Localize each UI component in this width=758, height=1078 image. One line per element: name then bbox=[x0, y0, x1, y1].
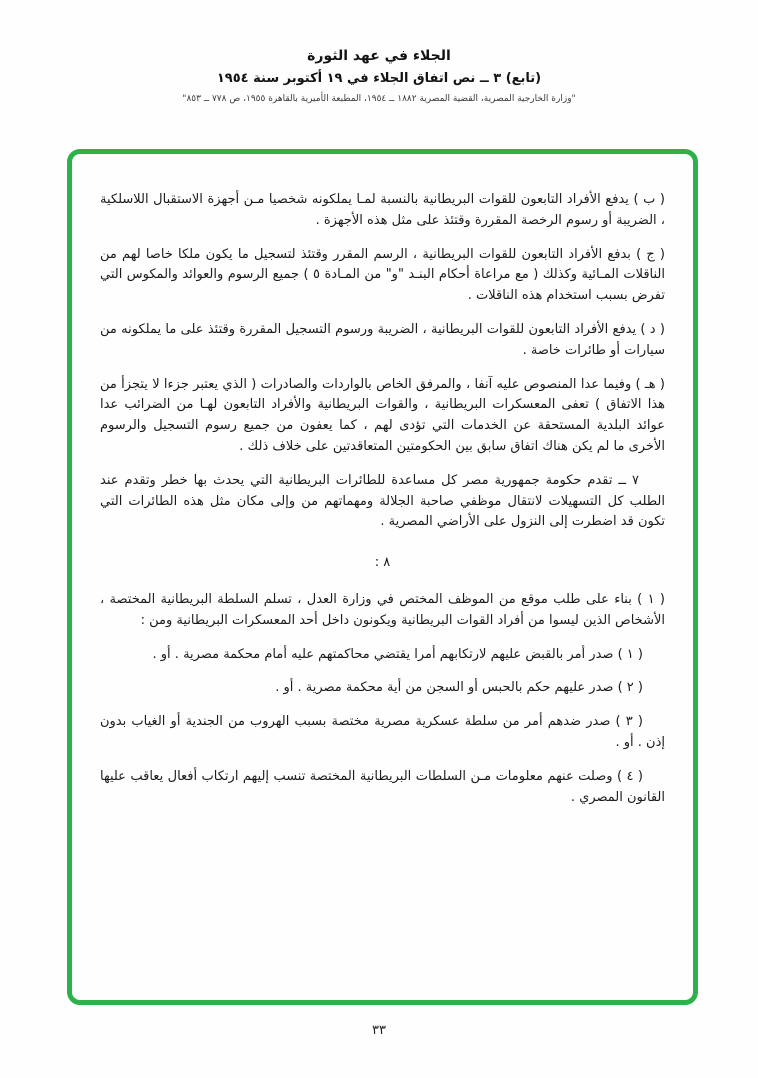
paragraph-marker: ٧ ــ bbox=[612, 472, 639, 488]
document-title: الجلاء في عهد الثورة bbox=[307, 48, 451, 64]
paragraph-text: ٨ : bbox=[374, 555, 391, 571]
paragraph-text: يدفع الأفراد التابعون للقوات البريطانية بالنسبة لمـا يملكونه شخصيا مـن أجهزة الاستقبال اللاسلكية ، الضريبة أو رسوم الرخصة المقررة وقتئذ على مثل هذه الأجهزة . bbox=[100, 192, 665, 228]
paragraph bbox=[100, 767, 665, 809]
document-source-citation: "وزارة الخارجية المصرية، القضية المصرية ١٨٨٢ ــ ١٩٥٤، المطبعة الأميرية بالقاهرة ١٩٥٥، ص ٧٧٨ ــ ٨٥٣" bbox=[182, 94, 576, 104]
paragraph-text: يدفع الأفراد التابعون للقوات البريطانية ، الضريبة ورسوم التسجيل المقررة وقتئذ على ما يملكونه من سيارات أو طائرات خاصة . bbox=[100, 321, 665, 358]
paragraph-text: صدر عليهم حكم بالحبس أو السجن من أية محكمة مصرية . أو . bbox=[275, 680, 614, 696]
paragraph bbox=[100, 712, 665, 754]
paragraph bbox=[100, 190, 665, 232]
paragraph bbox=[100, 471, 665, 533]
paragraph-marker: ( ١ ) bbox=[631, 591, 665, 607]
document-header bbox=[0, 0, 758, 104]
paragraph-text: صدر أمر بالقبض عليهم لارتكابهم أمرا يقتضي محاكمتهم عليه أمام محكمة مصرية . أو . bbox=[152, 646, 614, 662]
green-border-frame bbox=[67, 149, 698, 1005]
paragraph-text: بناء على طلب موقع من الموظف المختص في وزارة العدل ، تسلم السلطة البريطانية المختصة ، الأشخاص الذين ليسوا من أفراد القوات البريطانية ويكونون داخل أحد المعسكرات البريطانية ومن : bbox=[100, 591, 665, 628]
paragraph bbox=[100, 678, 665, 699]
paragraph-text: وصلت عنهم معلومات مـن السلطات البريطانية المختصة تنسب إليهم ارتكاب أفعال يعاقب عليها القانون المصري . bbox=[100, 768, 665, 805]
paragraph-text: صدر ضدهم أمر من سلطة عسكرية مصرية مختصة بسبب الهروب من الجندية أو الغياب بدون إذن . أو . bbox=[100, 714, 665, 750]
body-text-block bbox=[100, 190, 665, 808]
paragraph bbox=[100, 553, 665, 574]
paragraph bbox=[100, 590, 665, 632]
paragraph-marker: ( ٢ ) bbox=[613, 680, 643, 696]
paragraph bbox=[100, 375, 665, 458]
paragraph-text: وفيما عدا المنصوص عليه آنفا ، والمرفق الخاص بالواردات والصادرات ( الذي يعتبر جزءا لا يتجزأ من هذا الاتفاق ) تعفى المعسكرات البريطانية ، والقوات البريطانية والأفراد التابعون لهـا من الضرائب عدا عوائد البلدية المستحقة عن الخدمات التي تؤدى لهم ، كما يعفون من جميع رسوم التسجيل والرسوم الأخرى ما لم يكن هناك اتفاق سابق بين الحكومتين المتعاقدتين على خلاف ذلك . bbox=[100, 376, 665, 454]
paragraph bbox=[100, 320, 665, 362]
paragraph-text: بدفع الأفراد التابعون للقوات البريطانية ، الرسم المقرر وقتئذ لتسجيل ما يكون ملكا خاصا لهم من الناقلات المـائية وكذلك ( مع مراعاة أحكام البنـد "و" من المـادة ٥ ) جميع الرسوم والعوائد والمكوس التي تفرض بسبب استخدام هذه الناقلات . bbox=[100, 246, 666, 304]
paragraph-marker: ( ٣ ) bbox=[610, 714, 643, 730]
paragraph-marker: ( ٤ ) bbox=[612, 768, 643, 784]
paragraph bbox=[100, 245, 665, 307]
paragraph-text: تقدم حكومة جمهورية مصر كل مساعدة للطائرات البريطانية التي يحدث بها خطر وتقدم عند الطلب كل التسهيلات لانتقال موظفي صاحبة الجلالة ومهماتهم من وإلى مكان مثل هذه الطائرات التي تكون قد اضطرت إلى النزول على الأراضي المصرية . bbox=[100, 472, 665, 530]
paragraph bbox=[100, 645, 665, 666]
paragraph-marker: ( ١ ) bbox=[613, 646, 643, 662]
paragraph-marker: ( ب ) bbox=[628, 192, 665, 207]
document-subtitle: (تابع) ٣ ــ نص اتفاق الجلاء في ١٩ أكتوبر سنة ١٩٥٤ bbox=[216, 71, 542, 86]
page-number: ٣٣ bbox=[372, 1023, 386, 1038]
paragraph-marker: ( د ) bbox=[636, 321, 665, 337]
paragraph-marker: ( ج ) bbox=[630, 246, 665, 262]
paragraph-marker: ( هـ ) bbox=[631, 376, 665, 392]
